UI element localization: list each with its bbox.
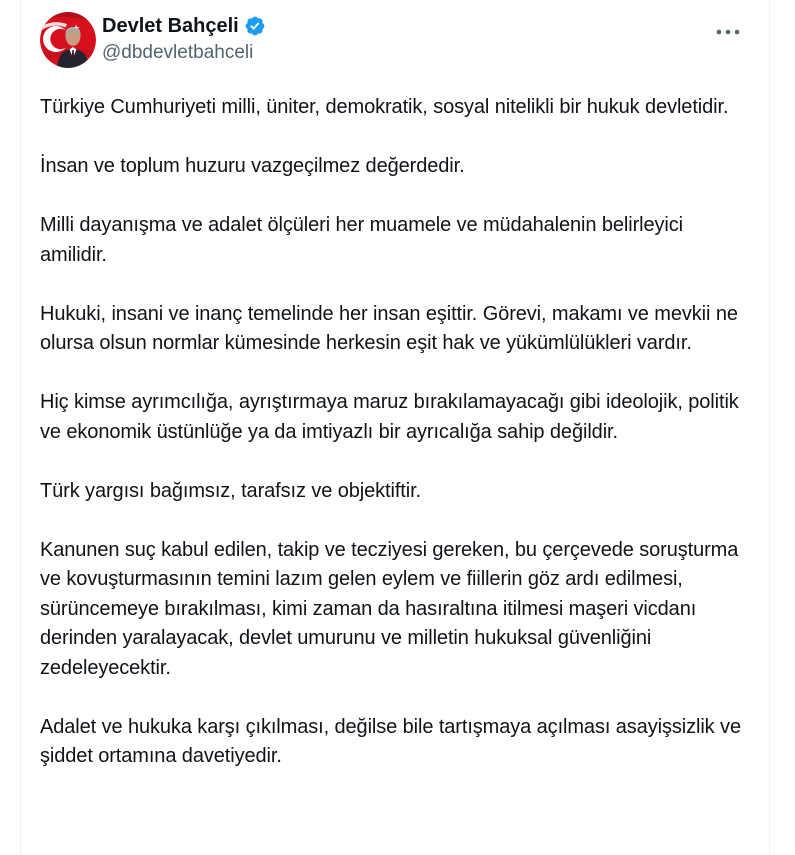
avatar[interactable]: [40, 12, 96, 68]
tweet-paragraph: Milli dayanışma ve adalet ölçüleri her muamele ve müdahalenin belirleyici amilidir.: [40, 214, 684, 266]
verified-badge-icon: [244, 15, 266, 37]
author-name-row: [102, 12, 266, 39]
tweet-paragraph: Adalet ve hukuka karşı çıkılması, değilse bile tartışmaya açılması asayişsizlik ve şiddet ortamına davetiyedir.: [40, 715, 741, 767]
tweet-paragraph: İnsan ve toplum huzuru vazgeçilmez değerdedir.: [40, 155, 465, 177]
author-display-name[interactable]: Devlet Bahçeli: [102, 14, 239, 37]
tweet-header: [40, 12, 745, 68]
profile-photo-turkish-flag-icon: [40, 12, 96, 68]
more-horizontal-icon: [715, 24, 741, 40]
tweet-paragraph: Türk yargısı bağımsız, tarafsız ve objektiftir.: [40, 479, 421, 502]
timeline-column: [20, 0, 770, 855]
tweet-paragraph: Kanunen suç kabul edilen, takip ve tecziyesi gereken, bu çerçevede soruşturma ve kovuşturmasının temini lazım gelen eylem ve fiillerin göz ardı edilmesi, sürüncemeye bırakılması, kimi zaman da hasıraltına itilmesi maşeri vicdanı derinden yaralayacak, devlet umurunu ve milletin hukuksal güvenliğini zedeleyecektir.: [40, 538, 739, 679]
tweet-paragraph: Türkiye Cumhuriyeti milli, üniter, demokratik, sosyal nitelikli bir hukuk devletidir.: [40, 96, 729, 118]
tweet-text: [40, 93, 746, 772]
tweet: [40, 12, 745, 772]
tweet-paragraph: Hukuki, insani ve inanç temelinde her insan eşittir. Görevi, makamı ve mevkii ne olursa olsun normlar kümesinde herkesin eşit hak ve yükümlülükleri vardır.: [40, 302, 738, 354]
more-button[interactable]: [711, 20, 745, 44]
tweet-paragraph: Hiç kimse ayrımcılığa, ayrıştırmaya maruz bırakılamayacağı gibi ideolojik, politik ve ekonomik üstünlüğe ya da imtiyazlı bir ayrıcalığa sahip değildir.: [40, 391, 739, 443]
author-handle[interactable]: @dbdevletbahceli: [102, 42, 254, 63]
author-block: [102, 12, 266, 65]
